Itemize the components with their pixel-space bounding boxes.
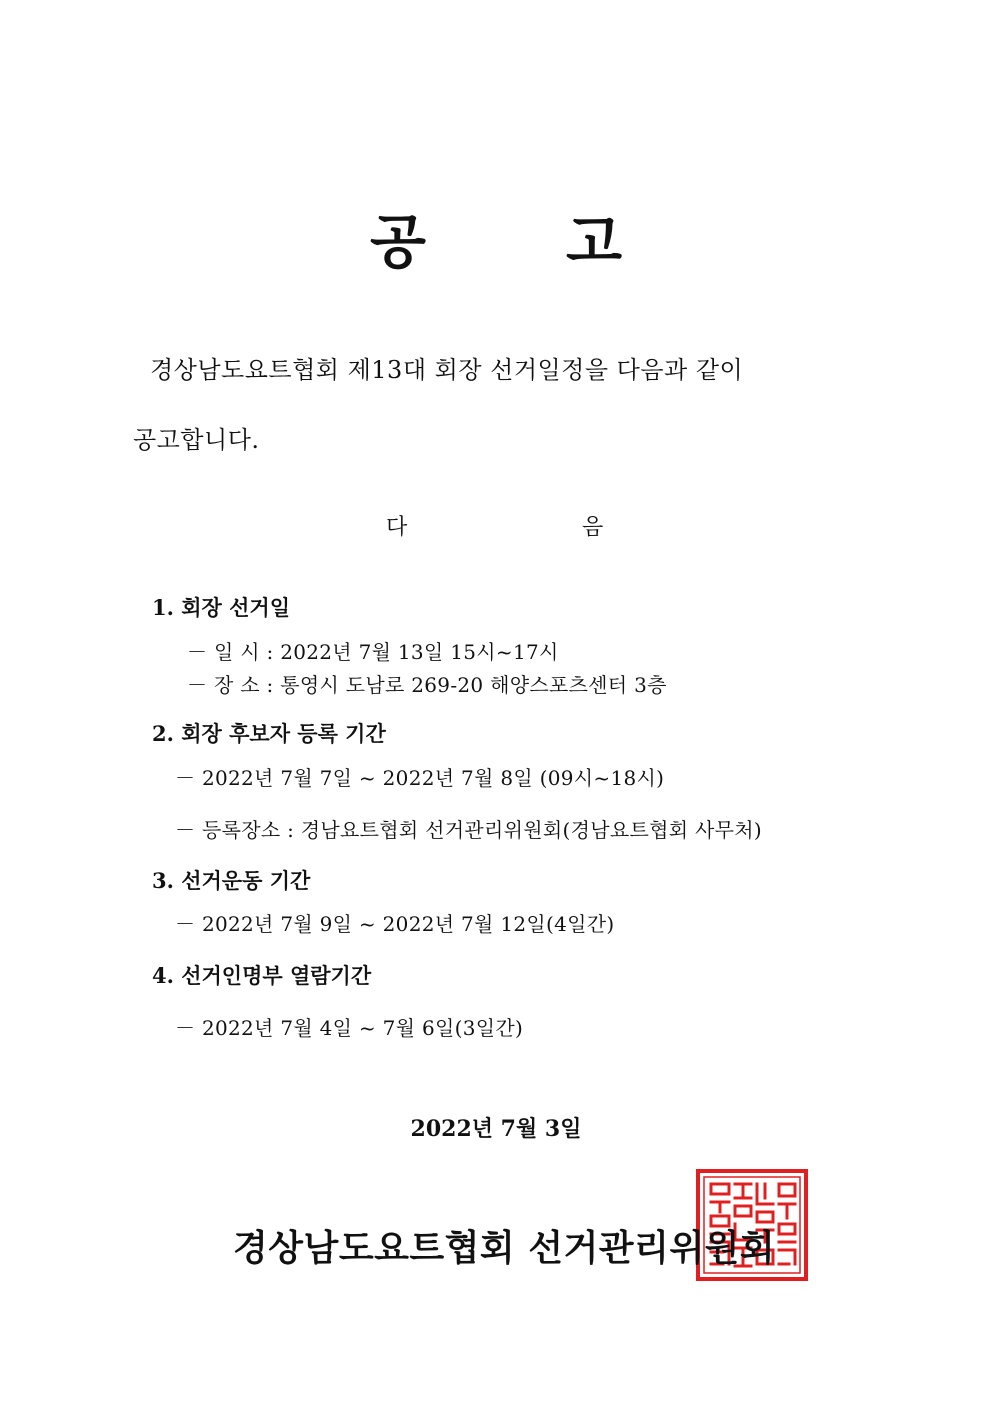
section-1-item-2: － 장 소 : 통영시 도남로 269-20 해양스포츠센터 3층 <box>187 673 667 697</box>
intro-line-2: 공고합니다. <box>133 426 260 454</box>
organization-name: 경상남도요트협회 선거관리위원회 <box>233 1228 776 1269</box>
notice-title <box>0 195 992 279</box>
section-3-heading: 3. 선거운동 기간 <box>152 868 311 893</box>
section-2-item-2: － 등록장소 : 경남요트협회 선거관리위원회(경남요트협회 사무처) <box>175 818 762 842</box>
notice-date: 2022년 7월 3일 <box>410 1116 582 1142</box>
intro-line-1: 경상남도요트협회 제13대 회장 선거일정을 다음과 같이 <box>150 356 744 384</box>
next-char-left: 다 <box>386 515 408 540</box>
section-1-heading: 1. 회장 선거일 <box>152 595 290 620</box>
title-char-right: 고 <box>566 208 623 276</box>
next-char-right: 음 <box>582 515 604 540</box>
section-3-item-1: － 2022년 7월 9일 ~ 2022년 7월 12일(4일간) <box>175 912 615 936</box>
section-1-item-1: － 일 시 : 2022년 7월 13일 15시~17시 <box>187 640 559 664</box>
section-4-heading: 4. 선거인명부 열람기간 <box>152 963 372 988</box>
title-char-left: 공 <box>369 208 426 276</box>
section-4-item-1: － 2022년 7월 4일 ~ 7월 6일(3일간) <box>175 1016 524 1040</box>
section-2-item-1: － 2022년 7월 7일 ~ 2022년 7월 8일 (09시~18시) <box>175 766 665 790</box>
section-2-heading: 2. 회장 후보자 등록 기간 <box>152 721 386 746</box>
